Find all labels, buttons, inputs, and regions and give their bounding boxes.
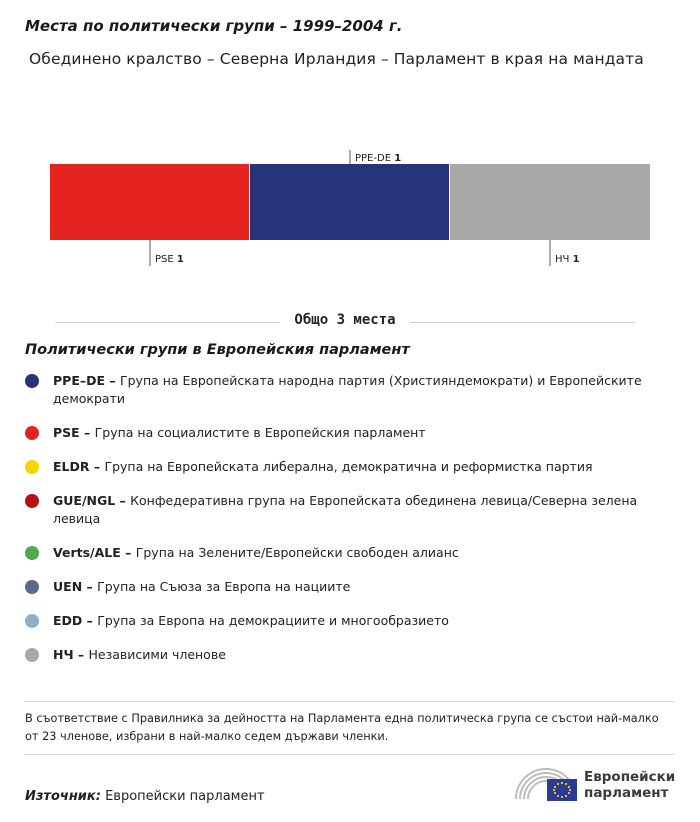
legend-description: Група на Съюза за Европа на нациите xyxy=(97,579,351,594)
legend-title: Политически групи в Европейския парламент xyxy=(25,342,410,358)
source-line xyxy=(25,789,265,804)
note-divider-bottom xyxy=(25,754,675,755)
legend-color-dot xyxy=(25,648,39,662)
data-label: PSE 1 xyxy=(155,254,184,265)
legend-label xyxy=(53,424,665,442)
legend-label xyxy=(53,544,665,562)
legend-label xyxy=(53,372,665,408)
legend-code: GUE/NGL – xyxy=(53,493,131,508)
legend-description: Конфедеративна група на Европейската обединена левица/Северна зелена левица xyxy=(53,493,638,526)
legend-color-dot xyxy=(25,494,39,508)
legend-code: Verts/ALE – xyxy=(53,545,136,560)
chart-title: Места по политически групи – 1999–2004 г. xyxy=(25,17,403,35)
legend-color-dot xyxy=(25,460,39,474)
legend-description: Независими членове xyxy=(88,647,226,662)
legend-description: Група на Европейската либерална, демократична и реформистка партия xyxy=(104,459,593,474)
legend-description: Група на Европейската народна партия (Християндемократи) и Европейските демократи xyxy=(53,373,642,406)
footnote: В съответствие с Правилника за дейността на Парламента една политическа група се състои най-малко от 23 членове, избрани в най-малко седем държави членки. xyxy=(25,712,659,743)
legend-color-dot xyxy=(25,580,39,594)
chart-subtitle: Обединено кралство – Северна Ирландия – Парламент в края на мандата xyxy=(29,50,644,68)
legend-label xyxy=(53,492,665,528)
legend-code: НЧ – xyxy=(53,647,89,662)
legend-label xyxy=(53,646,665,664)
bar-segment-PPE-DE xyxy=(250,164,449,240)
legend-color-dot xyxy=(25,614,39,628)
legend-label xyxy=(53,612,665,630)
source-text: Европейски парламент xyxy=(105,789,265,804)
stacked-bar-chart xyxy=(0,140,700,280)
legend-label xyxy=(53,458,665,476)
note-divider-top xyxy=(25,701,675,702)
bar-segment-НЧ xyxy=(450,164,650,240)
legend-color-dot xyxy=(25,374,39,388)
logo-line-2: парламент xyxy=(584,785,669,801)
legend-code: PSE – xyxy=(53,425,95,440)
logo-line-1: Европейски xyxy=(584,769,676,785)
legend-color-dot xyxy=(25,426,39,440)
legend-description: Група за Европа на демокрациите и многообразието xyxy=(97,613,449,628)
parliament-hemicycle-icon xyxy=(514,765,578,803)
legend-label xyxy=(53,578,665,596)
data-label: НЧ 1 xyxy=(555,254,580,265)
legend-description: Група на социалистите в Европейския парламент xyxy=(94,425,426,440)
european-parliament-logo xyxy=(514,765,684,805)
legend-description: Група на Зелените/Европейски свободен алианс xyxy=(135,545,459,560)
total-seats xyxy=(55,312,635,332)
total-seats-label: Общо 3 места xyxy=(280,312,409,328)
bar-segment-PSE xyxy=(50,164,249,240)
legend-code: ELDR – xyxy=(53,459,105,474)
legend-code: UEN – xyxy=(53,579,98,594)
source-label: Източник: xyxy=(25,789,101,804)
legend-color-dot xyxy=(25,546,39,560)
data-label: PPE-DE 1 xyxy=(355,153,402,164)
legend-code: EDD – xyxy=(53,613,98,628)
legend-code: PPE–DE – xyxy=(53,373,120,388)
